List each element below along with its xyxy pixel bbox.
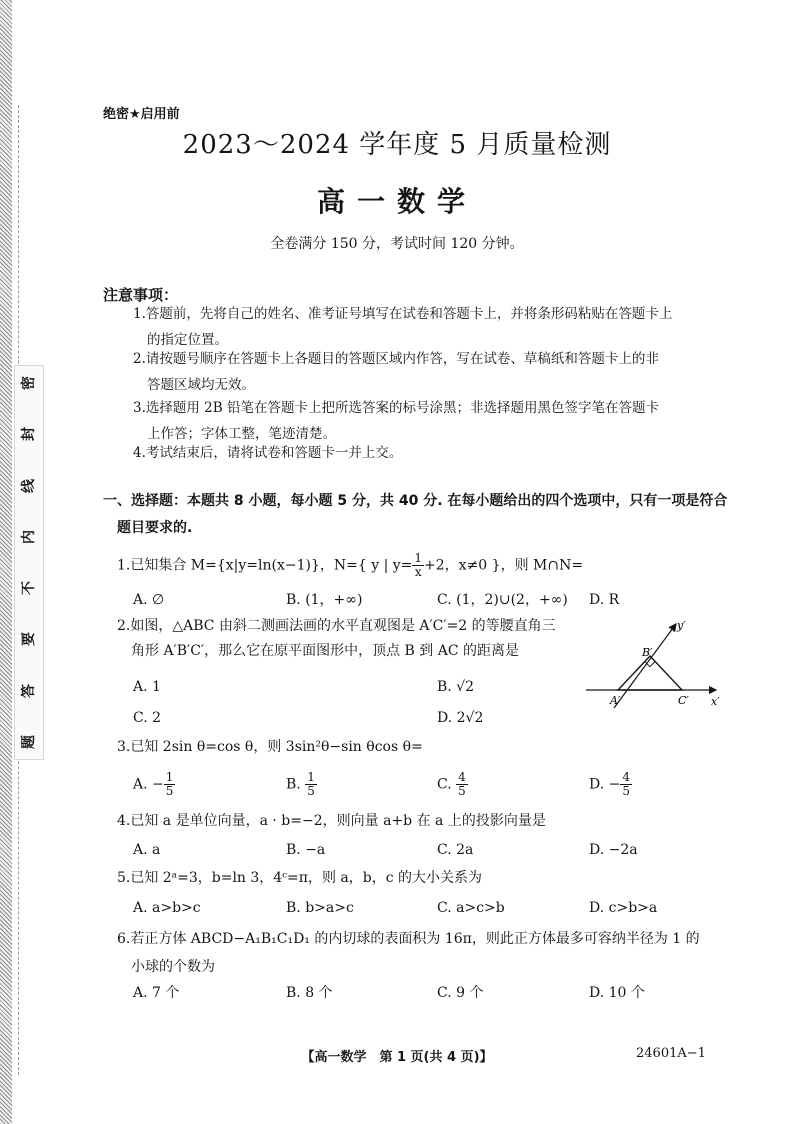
label-y: y′ [677,619,686,632]
seal-char: 题 [21,734,37,749]
option-c: C. (1，2)∪(2，+∞) [437,592,568,608]
question-3-stem: 3.已知 2sin θ=cos θ，则 3sin²θ−sin θcos θ= [117,739,423,755]
notice-heading: 注意事项： [103,286,179,304]
question-2-stem: 2.如图，△ABC 由斜二测画法画的水平直观图是 A′C′=2 的等腰直角三 角形 A′B′C′，那么它在原平面图形中，顶点 B 到 AC 的距离是 [117,618,556,659]
seal-char: 内 [21,529,37,544]
option-a: A. 1 [133,679,161,695]
notice-item: 4.考试结束后，请将试卷和答题卡一并上交。 [133,445,403,461]
option-b: B. $\frac{1}{5}$ [286,770,315,798]
option-b: B. (1，+∞) [286,592,363,608]
option-b: B. b>a>c [286,900,354,916]
seal-char: 密 [21,376,37,390]
section-heading: 一、选择题：本题共 8 小题，每小题 5 分，共 40 分. 在每小题给出的四个选项中，只有一项是符合 题目要求的. [103,493,728,536]
y-axis [614,624,676,708]
option-b: B. 8 个 [286,985,333,1001]
option-d: D. 10 个 [589,985,645,1001]
seal-char: 答 [21,683,37,698]
page-footer: 【高一数学 第 1 页(共 4 页)】 [301,1050,493,1065]
option-a: A. − $\frac{1}{5}$ [133,770,174,798]
secret-label: 绝密★启用前 [103,107,180,122]
notice-item: 1.答题前，先将自己的姓名、准考证号填写在试卷和答题卡上，并将条形码粘贴在答题卡上 的指定位置。 [133,306,673,348]
question-4-stem: 4.已知 a 是单位向量，a · b=−2，则向量 a+b 在 a 上的投影向量是 [117,813,546,829]
seal-char: 线 [21,478,37,493]
label-x: x′ [711,695,720,708]
notice-item: 2.请按题号顺序在答题卡上各题目的答题区域内作答，写在试卷、草稿纸和答题卡上的非 答题区域均无效。 [133,351,659,393]
label-b: B′ [642,646,653,659]
option-a: A. 7 个 [133,985,180,1001]
option-b: B. √2 [437,679,475,695]
triangle [618,656,682,690]
option-c: C. 9 个 [437,985,484,1001]
option-d: D. − $\frac{4}{5}$ [589,770,631,798]
question-5-stem: 5.已知 2ᵃ=3，b=ln 3，4ᶜ=π，则 a，b，c 的大小关系为 [117,870,483,886]
fraction: $\frac{1}{x}$ [414,551,423,579]
seal-warning [14,365,44,760]
exam-meta: 全卷满分 150 分，考试时间 120 分钟。 [270,236,524,252]
option-c: C. a>c>b [437,900,505,916]
option-c: C. 2 [133,710,162,726]
binding-strip [0,0,12,1124]
option-a: A. a [133,842,161,858]
seal-char: 不 [21,581,37,596]
seal-char: 要 [21,632,37,647]
option-c: C. $\frac{4}{5}$ [437,770,466,798]
exam-title: 2023～2024 学年度 5 月质量检测 [182,130,612,160]
seal-char: 封 [21,427,37,442]
question-1-stem: 1.已知集合 M={x|y=ln(x−1)}，N={ y | y= $\frac{1}{x}$ +2，x≠0 }，则 M∩N= [117,551,584,579]
paper-code: 24601A−1 [636,1046,706,1061]
notice-item: 3.选择题用 2B 铅笔在答题卡上把所选答案的标号涂黑；非选择题用黑色签字笔在答题卡 上作答；字体工整，笔迹清楚。 [133,400,659,442]
question-6-stem: 6.若正方体 ABCD−A₁B₁C₁D₁ 的内切球的表面积为 16π，则此正方体最多可容纳半径为 1 的 小球的个数为 [117,931,700,975]
option-d: D. c>b>a [589,900,658,916]
option-a: A. ∅ [133,592,165,608]
option-d: D. −2a [589,842,638,858]
exam-subject: 高一数学 [316,185,477,218]
oblique-projection-figure [578,612,728,712]
option-c: C. 2a [437,842,474,858]
option-d: D. R [589,592,620,608]
label-c: C′ [678,694,689,707]
option-d: D. 2√2 [437,710,484,726]
option-b: B. −a [286,842,326,858]
option-a: A. a>b>c [133,900,201,916]
label-a: A′ [610,694,621,707]
